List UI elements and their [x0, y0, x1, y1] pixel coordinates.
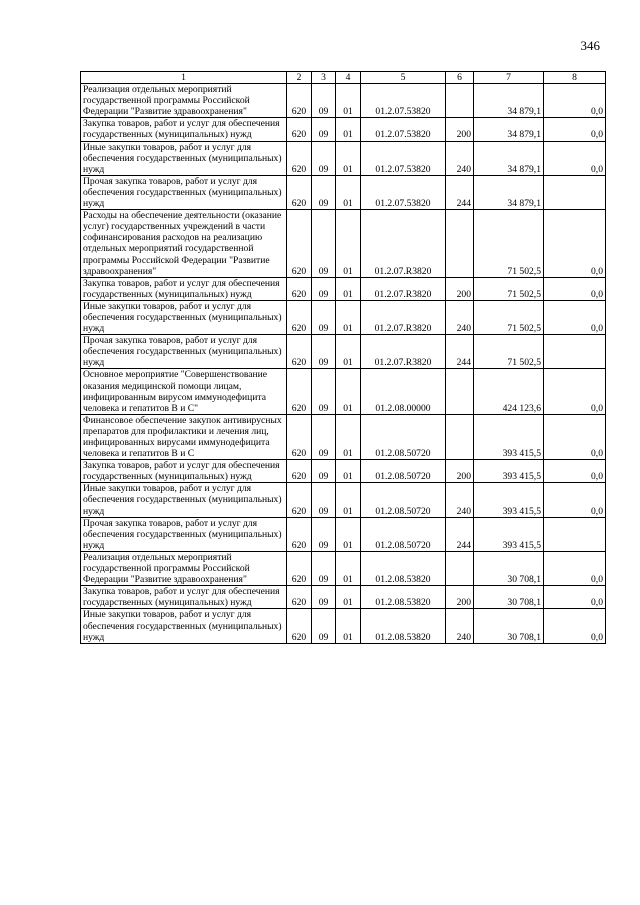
subsection-cell: 01 — [336, 483, 361, 517]
section-cell: 09 — [312, 517, 336, 551]
column-header: 6 — [446, 72, 474, 84]
admin-code-cell: 620 — [287, 460, 312, 483]
amount-cell: 34 879,1 — [474, 141, 544, 175]
column-header: 5 — [361, 72, 446, 84]
column-header: 8 — [544, 72, 606, 84]
section-cell: 09 — [312, 335, 336, 369]
expense-type-cell — [446, 414, 474, 459]
amount-2-cell: 0,0 — [544, 414, 606, 459]
section-cell: 09 — [312, 460, 336, 483]
section-cell: 09 — [312, 141, 336, 175]
subsection-cell: 01 — [336, 335, 361, 369]
amount-2-cell: 0,0 — [544, 118, 606, 141]
amount-2-cell: 0,0 — [544, 551, 606, 585]
subsection-cell: 01 — [336, 517, 361, 551]
admin-code-cell: 620 — [287, 84, 312, 118]
target-article-cell: 01.2.08.53820 — [361, 609, 446, 643]
expense-type-cell: 240 — [446, 300, 474, 334]
row-name-cell: Закупка товаров, работ и услуг для обеспечения государственных (муниципальных) нужд — [81, 586, 287, 609]
target-article-cell: 01.2.07.53820 — [361, 118, 446, 141]
table-row — [81, 277, 606, 300]
admin-code-cell: 620 — [287, 551, 312, 585]
amount-2-cell: 0,0 — [544, 460, 606, 483]
row-name-cell: Основное мероприятие "Совершенствование оказания медицинской помощи лицам, инфицированным вирусом иммунодефицита человека и гепатитов В и С" — [81, 369, 287, 414]
admin-code-cell: 620 — [287, 369, 312, 414]
expense-type-cell: 240 — [446, 609, 474, 643]
section-cell: 09 — [312, 210, 336, 278]
subsection-cell: 01 — [336, 277, 361, 300]
admin-code-cell: 620 — [287, 277, 312, 300]
table-row — [81, 118, 606, 141]
amount-2-cell: 0,0 — [544, 277, 606, 300]
subsection-cell: 01 — [336, 586, 361, 609]
expense-type-cell — [446, 84, 474, 118]
amount-2-cell: 0,0 — [544, 483, 606, 517]
target-article-cell: 01.2.08.50720 — [361, 414, 446, 459]
amount-cell: 71 502,5 — [474, 277, 544, 300]
table-row — [81, 141, 606, 175]
amount-cell: 71 502,5 — [474, 335, 544, 369]
amount-2-cell: 0,0 — [544, 84, 606, 118]
row-name-cell: Реализация отдельных мероприятий государственной программы Российской Федерации "Развитие здравоохранения" — [81, 84, 287, 118]
amount-2-cell: 0,0 — [544, 586, 606, 609]
section-cell: 09 — [312, 414, 336, 459]
expense-type-cell: 200 — [446, 586, 474, 609]
page-number: 346 — [580, 38, 600, 53]
subsection-cell: 01 — [336, 460, 361, 483]
amount-cell: 30 708,1 — [474, 609, 544, 643]
amount-cell: 30 708,1 — [474, 586, 544, 609]
row-name-cell: Иные закупки товаров, работ и услуг для обеспечения государственных (муниципальных) нужд — [81, 141, 287, 175]
expense-type-cell: 244 — [446, 517, 474, 551]
table-row — [81, 84, 606, 118]
subsection-cell: 01 — [336, 84, 361, 118]
table-row — [81, 483, 606, 517]
column-header: 1 — [81, 72, 287, 84]
target-article-cell: 01.2.07.R3820 — [361, 277, 446, 300]
target-article-cell: 01.2.07.53820 — [361, 175, 446, 209]
row-name-cell: Иные закупки товаров, работ и услуг для обеспечения государственных (муниципальных) нужд — [81, 609, 287, 643]
admin-code-cell: 620 — [287, 586, 312, 609]
expense-type-cell — [446, 210, 474, 278]
section-cell: 09 — [312, 369, 336, 414]
column-header: 7 — [474, 72, 544, 84]
amount-cell: 424 123,6 — [474, 369, 544, 414]
admin-code-cell: 620 — [287, 414, 312, 459]
row-name-cell: Расходы на обеспечение деятельности (оказание услуг) государственных учреждений в части софинансирования расходов на реализацию отдельных мероприятий государственной программы Российской Федерации "Развитие здравоохранения" — [81, 210, 287, 278]
subsection-cell: 01 — [336, 175, 361, 209]
table-row — [81, 175, 606, 209]
target-article-cell: 01.2.07.53820 — [361, 84, 446, 118]
amount-cell: 393 415,5 — [474, 517, 544, 551]
target-article-cell: 01.2.07.R3820 — [361, 210, 446, 278]
row-name-cell: Прочая закупка товаров, работ и услуг для обеспечения государственных (муниципальных) нужд — [81, 335, 287, 369]
expense-type-cell: 200 — [446, 277, 474, 300]
subsection-cell: 01 — [336, 369, 361, 414]
amount-cell: 393 415,5 — [474, 483, 544, 517]
table-header-row — [81, 72, 606, 84]
admin-code-cell: 620 — [287, 118, 312, 141]
target-article-cell: 01.2.07.R3820 — [361, 335, 446, 369]
section-cell: 09 — [312, 586, 336, 609]
table-row — [81, 551, 606, 585]
admin-code-cell: 620 — [287, 609, 312, 643]
section-cell: 09 — [312, 118, 336, 141]
column-header: 3 — [312, 72, 336, 84]
amount-2-cell — [544, 517, 606, 551]
table-row — [81, 609, 606, 643]
amount-cell: 71 502,5 — [474, 300, 544, 334]
amount-cell: 393 415,5 — [474, 414, 544, 459]
expense-type-cell: 244 — [446, 335, 474, 369]
amount-cell: 34 879,1 — [474, 118, 544, 141]
amount-cell: 34 879,1 — [474, 175, 544, 209]
row-name-cell: Закупка товаров, работ и услуг для обеспечения государственных (муниципальных) нужд — [81, 118, 287, 141]
amount-2-cell: 0,0 — [544, 609, 606, 643]
admin-code-cell: 620 — [287, 335, 312, 369]
amount-2-cell: 0,0 — [544, 210, 606, 278]
row-name-cell: Прочая закупка товаров, работ и услуг для обеспечения государственных (муниципальных) нужд — [81, 175, 287, 209]
admin-code-cell: 620 — [287, 300, 312, 334]
subsection-cell: 01 — [336, 118, 361, 141]
section-cell: 09 — [312, 84, 336, 118]
amount-2-cell: 0,0 — [544, 141, 606, 175]
expense-type-cell — [446, 551, 474, 585]
row-name-cell: Реализация отдельных мероприятий государственной программы Российской Федерации "Развитие здравоохранения" — [81, 551, 287, 585]
amount-cell: 393 415,5 — [474, 460, 544, 483]
table-row — [81, 460, 606, 483]
budget-table — [80, 71, 606, 644]
row-name-cell: Прочая закупка товаров, работ и услуг для обеспечения государственных (муниципальных) нужд — [81, 517, 287, 551]
subsection-cell: 01 — [336, 141, 361, 175]
section-cell: 09 — [312, 551, 336, 585]
section-cell: 09 — [312, 175, 336, 209]
target-article-cell: 01.2.07.53820 — [361, 141, 446, 175]
table-row — [81, 300, 606, 334]
table-row — [81, 210, 606, 278]
section-cell: 09 — [312, 300, 336, 334]
admin-code-cell: 620 — [287, 483, 312, 517]
admin-code-cell: 620 — [287, 210, 312, 278]
admin-code-cell: 620 — [287, 175, 312, 209]
table-row — [81, 586, 606, 609]
amount-2-cell: 0,0 — [544, 300, 606, 334]
section-cell: 09 — [312, 483, 336, 517]
row-name-cell: Иные закупки товаров, работ и услуг для обеспечения государственных (муниципальных) нужд — [81, 300, 287, 334]
expense-type-cell: 240 — [446, 141, 474, 175]
column-header: 2 — [287, 72, 312, 84]
expense-type-cell: 200 — [446, 460, 474, 483]
target-article-cell: 01.2.08.53820 — [361, 551, 446, 585]
admin-code-cell: 620 — [287, 517, 312, 551]
target-article-cell: 01.2.08.53820 — [361, 586, 446, 609]
admin-code-cell: 620 — [287, 141, 312, 175]
target-article-cell: 01.2.08.50720 — [361, 460, 446, 483]
target-article-cell: 01.2.08.50720 — [361, 483, 446, 517]
table-row — [81, 517, 606, 551]
amount-cell: 34 879,1 — [474, 84, 544, 118]
target-article-cell: 01.2.08.50720 — [361, 517, 446, 551]
target-article-cell: 01.2.08.00000 — [361, 369, 446, 414]
subsection-cell: 01 — [336, 609, 361, 643]
subsection-cell: 01 — [336, 551, 361, 585]
row-name-cell: Иные закупки товаров, работ и услуг для обеспечения государственных (муниципальных) нужд — [81, 483, 287, 517]
section-cell: 09 — [312, 609, 336, 643]
expense-type-cell: 244 — [446, 175, 474, 209]
expense-type-cell — [446, 369, 474, 414]
subsection-cell: 01 — [336, 210, 361, 278]
subsection-cell: 01 — [336, 414, 361, 459]
expense-type-cell: 200 — [446, 118, 474, 141]
amount-cell: 71 502,5 — [474, 210, 544, 278]
expense-type-cell: 240 — [446, 483, 474, 517]
target-article-cell: 01.2.07.R3820 — [361, 300, 446, 334]
subsection-cell: 01 — [336, 300, 361, 334]
section-cell: 09 — [312, 277, 336, 300]
amount-2-cell — [544, 175, 606, 209]
table-row — [81, 369, 606, 414]
table-row — [81, 335, 606, 369]
row-name-cell: Финансовое обеспечение закупок антивирусных препаратов для профилактики и лечения лиц, инфицированных вирусами иммунодефицита человека и гепатитов В и С — [81, 414, 287, 459]
row-name-cell: Закупка товаров, работ и услуг для обеспечения государственных (муниципальных) нужд — [81, 460, 287, 483]
amount-2-cell: 0,0 — [544, 369, 606, 414]
table-body — [81, 84, 606, 644]
table-row — [81, 414, 606, 459]
row-name-cell: Закупка товаров, работ и услуг для обеспечения государственных (муниципальных) нужд — [81, 277, 287, 300]
column-header: 4 — [336, 72, 361, 84]
amount-cell: 30 708,1 — [474, 551, 544, 585]
amount-2-cell — [544, 335, 606, 369]
